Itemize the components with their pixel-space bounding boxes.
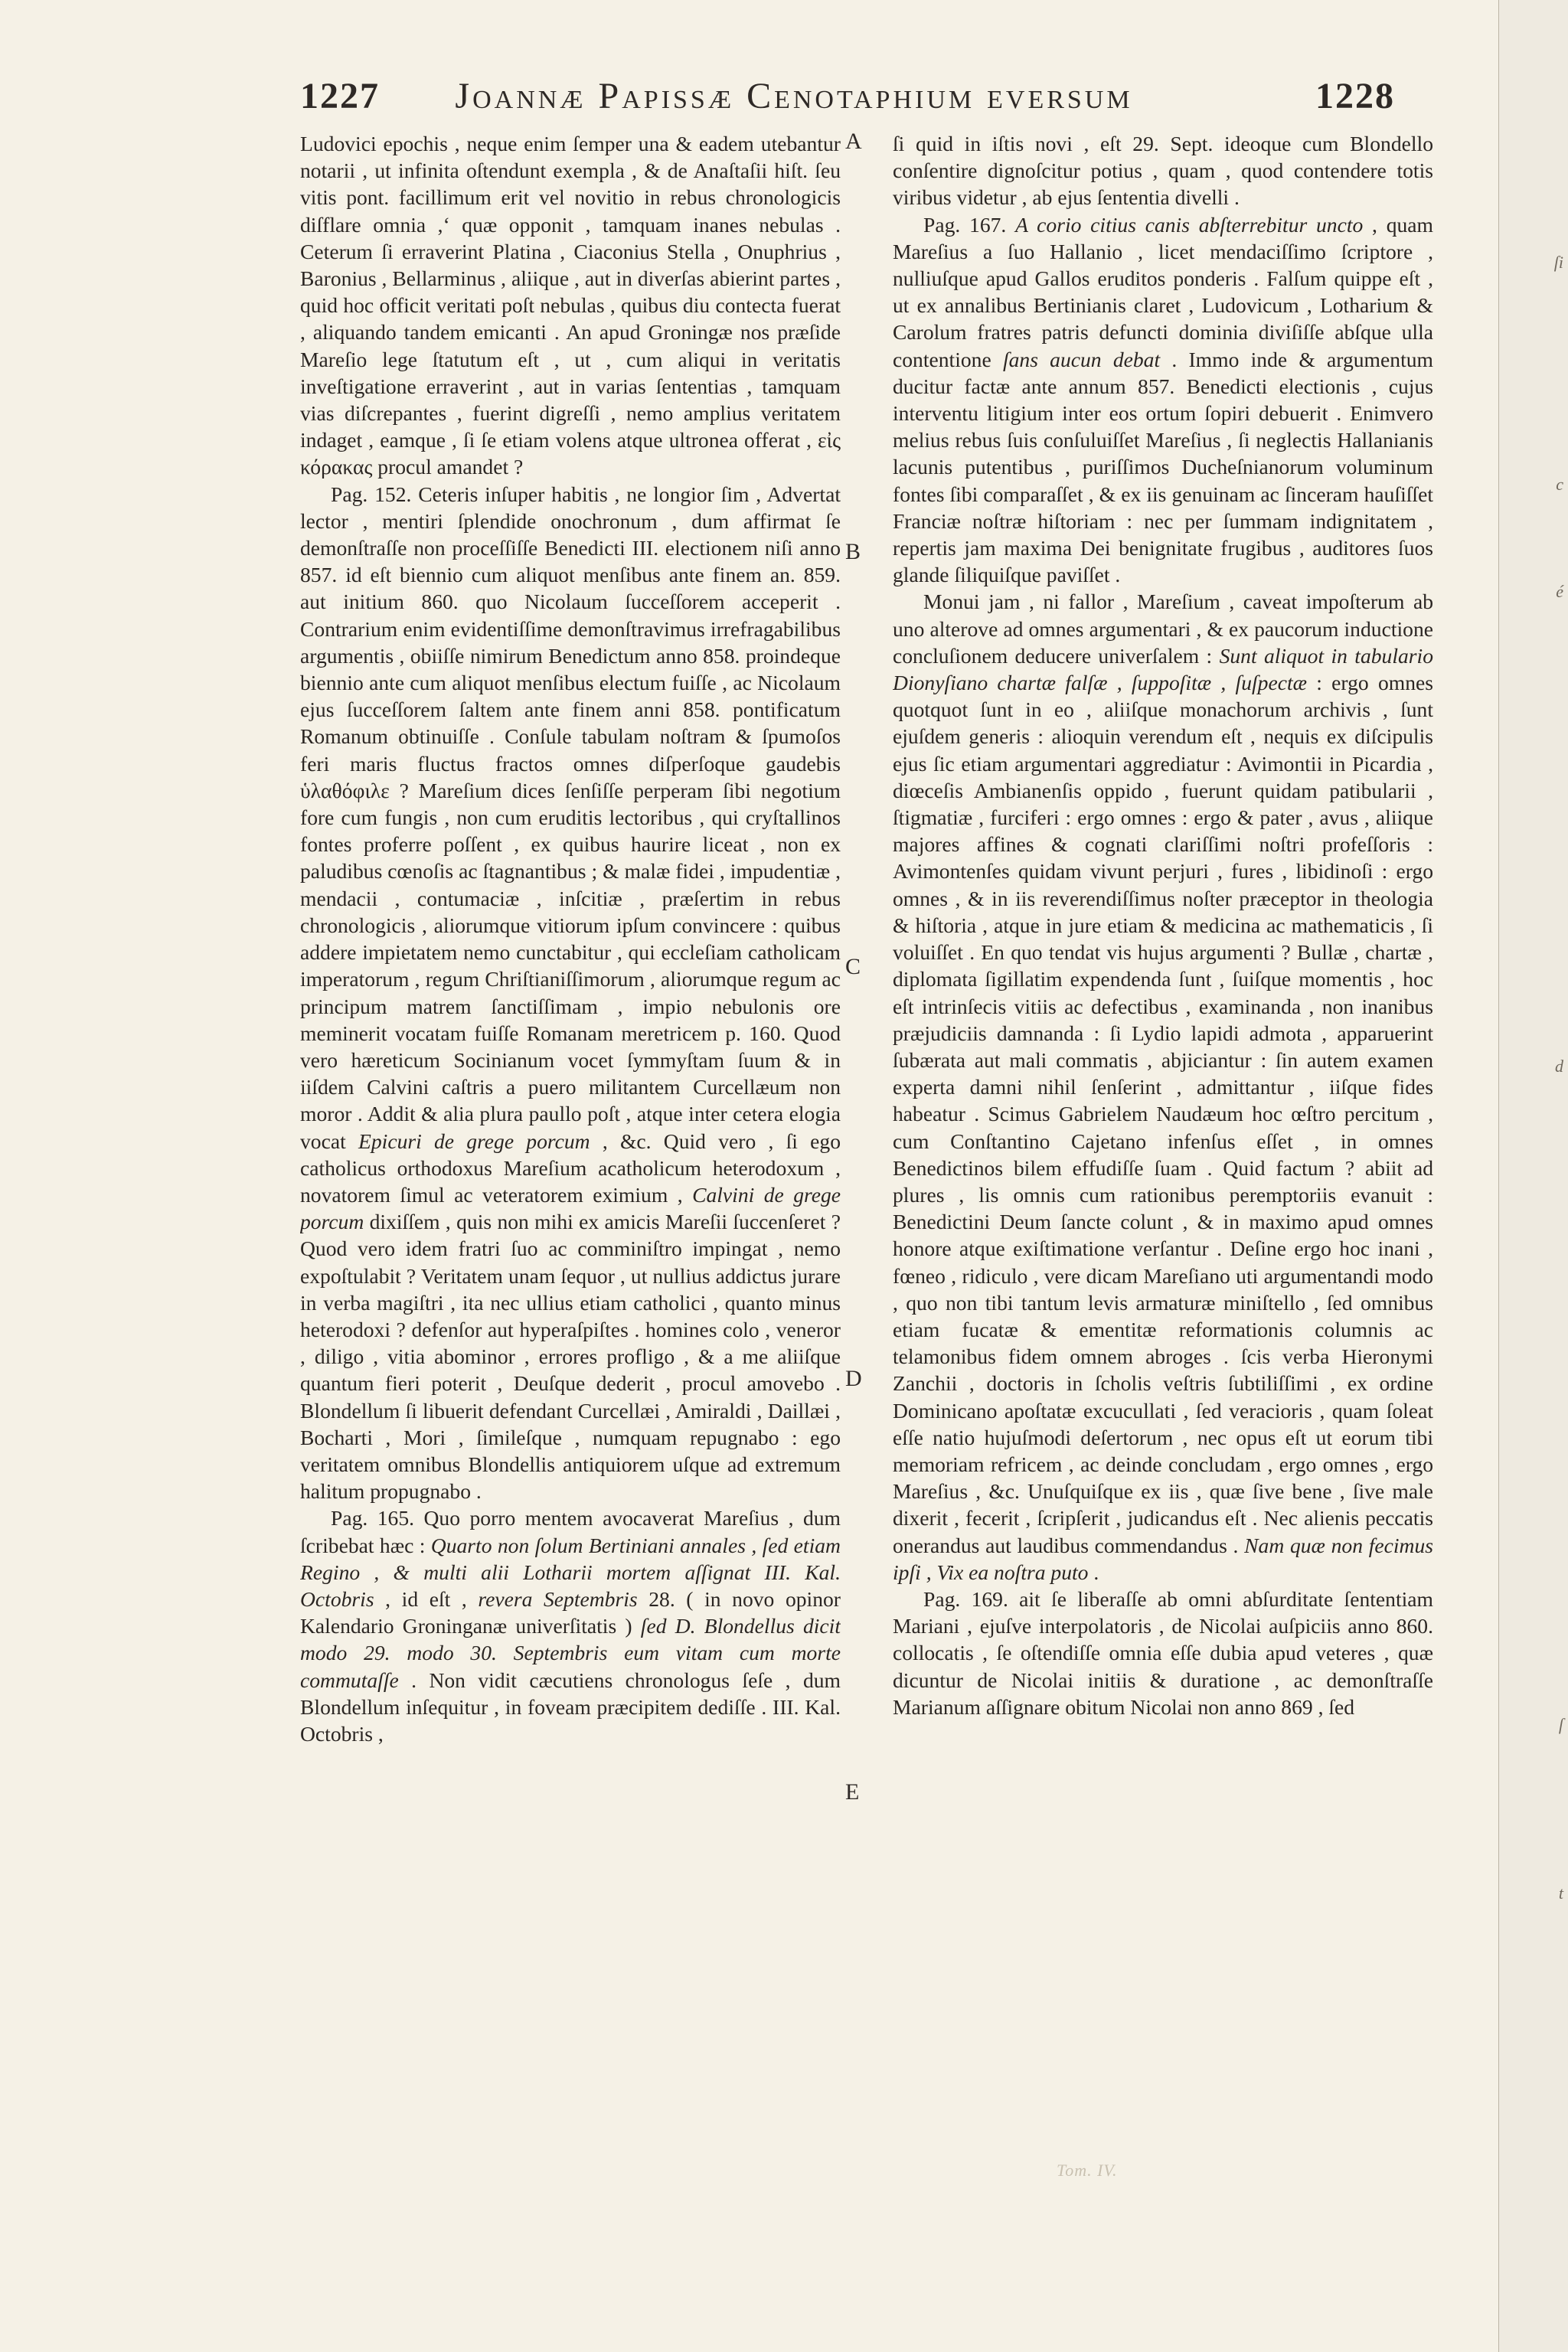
bleed-glyph: c	[1556, 475, 1563, 494]
bleed-glyph: ſi	[1553, 253, 1563, 272]
paragraph	[300, 130, 841, 481]
adjacent-page-strip	[1499, 0, 1568, 2352]
bleed-glyph: t	[1558, 1883, 1563, 1903]
bleed-glyph: d	[1555, 1057, 1563, 1076]
italic-text: Quarto non ſolum Bertiniani annales , ſed etiam Regino , & multi alii Lotharii mortem aſſignat III. Kal. Octobris	[300, 1533, 841, 1611]
margin-letter-c: C	[845, 954, 861, 979]
text-run: Ludovici epochis , neque enim ſemper una & eadem utebantur notarii , ut infinita oſtendunt exempla , & de Anaſtaſii hiſt. ſeu vitis pont. facillimum erit vel novitio in rebus chronologicis diſflare omnia ,‘ quæ opponit , tamquam inanes nebulas . Ceterum ſi erraverint Platina , Ciaconius Stella , Onuphrius , Baronius , Bellarminus , aliique , aut in diverſas abierint partes , quid hoc officit veritati poſt nebulas , quibus diu contecta fuerat , aliquando tandem emicanti . An apud Groningæ nos præſide Mareſio lege ſtatutum eſt , ut , cum aliqui in veritatis inveſtigatione erraverint , aut in varias ſententias , tamquam vias diſcrepantes , fuerint digreſſi , nemo amplius veritatem indaget , eamque , ſi ſe etiam volens atque ultronea offerat , εἰς κόρακας procul amandet ?	[300, 132, 841, 479]
paragraph	[300, 1504, 841, 1747]
text-run: , quam Mareſius a ſuo Hallanio , licet mendaciſſimo ſcriptore , nulliuſque apud Gallos eruditos ponderis . Falſum quippe eſt , ut ex annalibus Bertinianis claret , Ludovicum , Lotharium & Carolum fratres patris defuncti dominia diviſiſſe abſque ulla contentione	[893, 212, 1433, 371]
italic-text: ſans aucun debat	[1002, 347, 1161, 371]
page-number-left: 1227	[300, 76, 380, 116]
italic-text: ſed D. Blondellus dicit modo 29. modo 30. Septembris eum vitam cum morte commutaſſe	[300, 1614, 841, 1692]
text-run: Pag. 167.	[923, 212, 1016, 237]
text-run: , id eſt ,	[374, 1586, 479, 1611]
paragraph	[893, 588, 1433, 1586]
italic-text: A corio citius canis abſterrebitur uncto	[1015, 212, 1364, 237]
italic-text: Sunt aliquot in tabulario Dionyſiano chartæ falſæ , ſuppoſitæ , ſuſpectæ	[893, 643, 1433, 695]
paragraph	[300, 481, 841, 1505]
text-run: Monui jam , ni fallor , Mareſium , caveat impoſterum ab uno alterove ad omnes argumentari , & ex paucorum inductione concluſionem deducere univerſalem :	[893, 590, 1433, 668]
text-run: dixiſſem , quis non mihi ex amicis Mareſii ſuccenſeret ? Quod vero idem fratri ſuo ac comminiſtro impingat , nemo expoſtulabit ? Veritatem unam ſequor , ut nullius addictus jurare in verba magiſtri , ita nec ullius etiam catholici , quanto minus heterodoxi ? defenſor aut hyperaſpiſtes . homines colo , veneror , diligo , vitia abominor , errores profligo , & a me aliiſque quantum fieri poterit , Deuſque dederit , procul amovebo . Blondellum ſi libuerit defendant Curcellæi , Amiraldi , Daillæi , Bocharti , Mori , ſimileſque , numquam repugnabo : ego veritatem omnibus Blondellis antiquiorem uſque ad extremum halitum propugnabo .	[300, 1210, 841, 1504]
paragraph	[893, 211, 1433, 589]
text-run: ſi quid in iſtis novi , eſt 29. Sept. ideoque cum Blondello conſentire dignoſcitur potius , quam , quod contendere totis viribus videtur , ab ejus ſententia divelli .	[893, 132, 1433, 210]
paragraph	[893, 130, 1433, 211]
text-run: Pag. 169. ait ſe liberaſſe ab omni abſurditate ſententiam Mariani , ejuſve interpolatoris , de Nicolai auſpiciis anno 860. collocatis , ſe oſtendiſſe omnia eſſe dubia apud veteres , quæ dicuntur de Nicolai initiis & duratione , ac demonſtraſſe Marianum aſſignare obitum Nicolai non anno 869 , ſed	[893, 1586, 1433, 1719]
text-run: , &c. Quid vero , ſi ego catholicus orthodoxus Mareſium acatholicum heterodoxum , novatorem ſimul ac veteratorem eximium ,	[300, 1129, 841, 1207]
margin-letter-d: D	[845, 1366, 862, 1391]
page-fold-line	[1498, 0, 1499, 2352]
bleed-glyph: é	[1556, 582, 1563, 601]
page-number-right: 1228	[1315, 76, 1395, 116]
text-run: Pag. 152. Ceteris inſuper habitis , ne longior ſim , Advertat lector , mentiri ſplendide onochronum , dum affirmat ſe demonſtraſſe non proceſſiſſe Benedicti III. electionem niſi anno 857. id eſt biennio cum aliquot menſibus ante finem an. 859. aut initium 860. quo Nicolaum ſucceſſorem acceperit . Contrarium enim evidentiſſime demonſtravimus irrefragabilibus argumentis , obiiſſe nimirum Benedictum anno 858. proindeque biennio ante cum aliquot menſibus electum fuiſſe , ac Nicolaum ejus ſucceſſorem ſaltem ante finem anni 858. pontificatum Romanum obtinuiſſe . Conſule tabulam noſtram & ſpumoſos feri maris fluctus fractos omnes diſperſoque gaudebis ὑλαθόφιλε ? Mareſium dices ſenſiſſe perperam ſibi negotium fore cum fungis , non cum eruditis lectoribus , qui cryſtallinos fontes proferre poſſent , ex quibus haurire liceat , non ex paludibus cœnoſis ac ſtagnantibus ; & malæ fidei , impudentiæ , mendacii , contumaciæ , inſcitiæ , præſertim in rebus chronologicis , aliorumque vitiorum ipſum convincere : quibus addere impietatem nemo cunctabitur , qui eccleſiam catholicam imperatorum , regum Chriſtianiſſimorum , aliorumque regum ac principum matrem ſanctiſſimam , impio nebulonis ore meminerit vocatam fuiſſe Romanam meretricem p. 160. Quod vero hæreticum Socinianum vocet ſymmyſtam ſuum & in iiſdem Calvini caſtris a puero militantem Curcellæum non moror . Addit & alia plura paullo poſt , atque inter cetera elogia vocat	[300, 482, 841, 1153]
margin-letter-e: E	[845, 1779, 860, 1805]
bleed-glyph: ſ	[1558, 1715, 1563, 1734]
text-run: .	[1088, 1560, 1099, 1584]
footer-bleedthrough: Tom. IV.	[1057, 2161, 1118, 2180]
italic-text: Epicuri de grege porcum	[358, 1129, 590, 1153]
left-column	[300, 130, 841, 2182]
text-run: . Immo inde & argumentum ducitur factæ ante annum 857. Benedicti electionis , cujus interventu litigium inter eos ortum ſopiri debuerit . Enimvero melius rebus ſuis conſuluiſſet Mareſius , ſi neglectis Hallanianis lacunis putentibus , puriſſimos Ducheſnianorum voluminum fontes ſibi comparaſſet , & ex iis genuinam ac ſinceram hauſiſſet Franciæ noſtræ hiſtoriam : nec per ſummam indignitatem , repertis jam maxima Dei benignitate frugibus , auditores ſuos glande ſiliquiſque paviſſet .	[893, 347, 1433, 587]
text-run: 28. ( in novo opinor Kalendario Groninganæ univerſitatis )	[300, 1586, 841, 1638]
italic-text: Nam quæ non fecimus ipſi , Vix ea noſtra puto	[893, 1533, 1433, 1584]
running-head: Joannæ Papissæ Cenotaphium eversum	[455, 76, 1133, 116]
text-run: : ergo omnes quotquot ſunt in eo , aliiſque monachorum archivis , ſunt ejuſdem generis : alioquin verendum eſt , nequis ex diſcipulis ejus ſic etiam argumentari aggrediatur : Avimontii in Picardia , diœceſis Ambianenſis oppido , fuerunt quidam patibularii , ſtigmatiæ , furciferi : ergo omnes : ergo & pater , avus , aliique majores affines & cognati clariſſimi noſtri profeſſoris : Avimontenſes quidam vivunt perjuri , fures , libidinoſi : ergo omnes , & in iis reverendiſſimus noſter præceptor in theologia & hiſtoria , atque in jure etiam & medicina ac mathematicis , ſi voluiſſet . En quo tendat vis hujus argumenti ? Bullæ , chartæ , diplomata ſigillatim expendenda ſunt , ſuiſque momentis , hoc eſt intrinſecis vitiis ac defectibus , examinanda , non inanibus præjudiciis damnanda : ſi Lydio lapidi admota , apparuerint ſubærata aut mali commatis , abjiciantur : ſin autem examen experta damni nihil ſenſerint , admittantur , iiſque fides habeatur . Scimus Gabrielem Naudæum hoc œſtro percitum , cum Conſtantino Cajetano infenſus eſſet , in omnes Benedictinos bilem effudiſſe ſuam . Quid factum ? abiit ad plures , lis omnis cum rationibus peremptoriis evanuit : Benedictini Deum ſancte colunt , & in maximo apud omnes honore atque exiſtimatione verſantur . Deſine ergo hoc inani , fœneo , ridiculo , vere dicam Mareſiano uti argumentandi modo , quo non tibi tantum levis armaturæ miniſtello , ſed omnibus etiam fucatæ & ementitæ reformationis columnis ac telamonibus fidem omnem abroges . ſcis verba Hieronymi Zanchii , doctoris in ſcholis veſtris ſubtiliſſimi , ex ordine Dominicano apoſtatæ excucullati , ſed veracioris , quam ſoleat eſſe natio hujuſmodi deſertorum , nec opus eſt ut eorum tibi memoriam refricem , ac deinde concludam , ergo omnes , ergo Mareſius , &c. Unuſquiſque ex iis , quæ ſive bene , ſive male dixerit , fecerit , ſcripſerit , judicandus eſt . Nec alienis peccatis onerandus aut laudibus commendandus .	[893, 671, 1433, 1557]
right-column	[893, 130, 1433, 2182]
italic-text: Calvini de grege porcum	[300, 1182, 841, 1234]
text-run: . Non vidit cæcutiens chronologus ſeſe , dum Blondellum inſequitur , in foveam præcipitem dediſſe . III. Kal. Octobris ,	[300, 1668, 841, 1746]
paragraph	[893, 1586, 1433, 1720]
text-run: Pag. 165. Quo porro mentem avocaverat Mareſius , dum ſcribebat hæc :	[300, 1506, 841, 1557]
margin-letter-a: A	[845, 129, 862, 154]
italic-text: revera Septembris	[478, 1586, 638, 1611]
margin-letter-b: B	[845, 539, 861, 564]
